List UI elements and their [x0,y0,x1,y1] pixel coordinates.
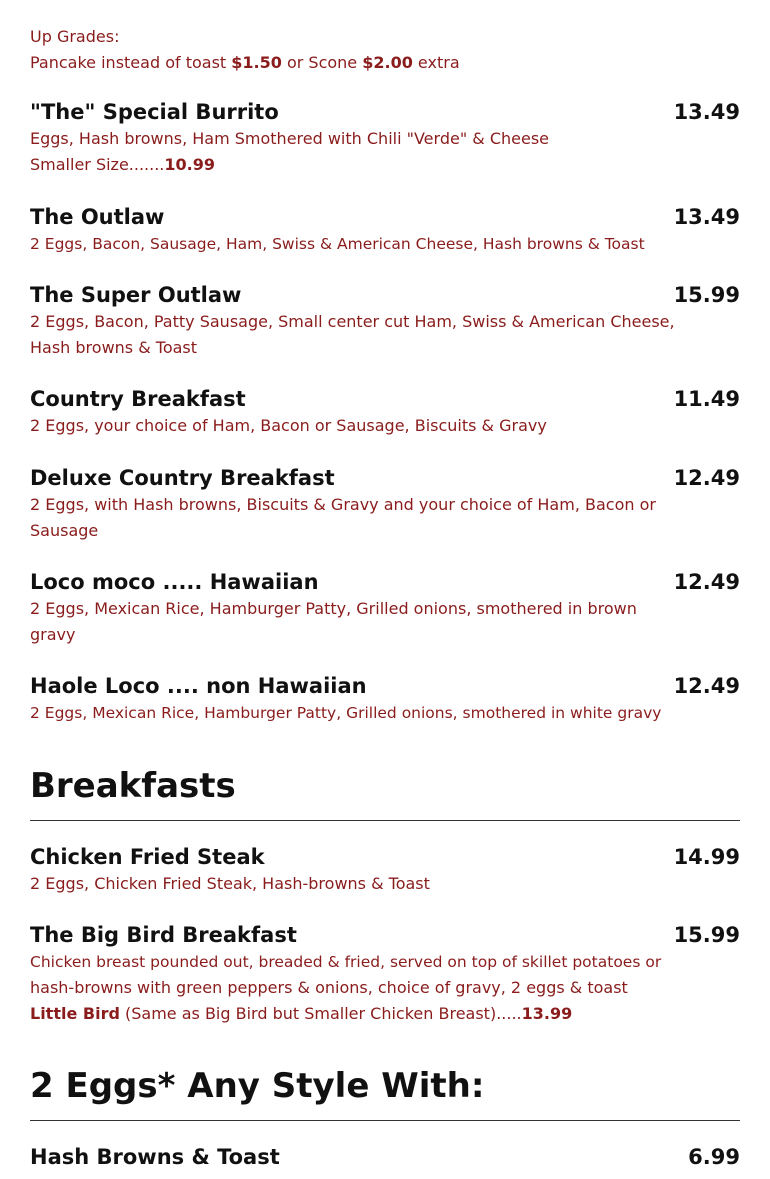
item-name: The Super Outlaw [30,283,242,307]
menu-item [30,921,740,1027]
item-description: 2 Eggs, Bacon, Patty Sausage, Small center cut Ham, Swiss & American Cheese, [30,312,675,331]
menu-item [30,568,740,648]
section-breakfasts [30,766,740,821]
item-price: 6.99 [688,1145,740,1169]
item-description: Chicken breast pounded out, breaded & fried, served on top of skillet potatoes or [30,953,662,971]
item-description: gravy [30,625,76,644]
item-description: 2 Eggs, Mexican Rice, Hamburger Patty, Grilled onions, smothered in brown [30,599,637,618]
item-name: Haole Loco .... non Hawaiian [30,674,367,698]
item-description: Eggs, Hash browns, Ham Smothered with Chili "Verde" & Cheese [30,129,549,148]
upgrades-scone-price: $2.00 [362,53,413,72]
smaller-size-price: 10.99 [164,155,215,174]
menu-item [30,203,740,257]
item-price: 14.99 [673,845,740,869]
item-price: 11.49 [673,387,740,411]
little-bird-price: 13.99 [521,1004,573,1023]
section-two-eggs [30,1066,740,1121]
item-name: Deluxe Country Breakfast [30,466,335,490]
menu-item [30,843,740,897]
item-price: 13.49 [673,100,740,124]
upgrades-text: extra [412,53,460,72]
little-bird-text: (Same as Big Bird but Smaller Chicken Breast)..... [119,1004,522,1023]
upgrades-block [30,24,460,76]
item-name: The Outlaw [30,205,165,229]
smaller-size-line [30,152,740,178]
item-description: Hash browns & Toast [30,338,198,357]
item-name: Country Breakfast [30,387,246,411]
menu-item [30,385,740,439]
item-name: The Big Bird Breakfast [30,923,297,947]
smaller-size-label: Smaller Size....... [30,155,165,174]
item-price: 15.99 [673,923,740,947]
item-description: 2 Eggs, Chicken Fried Steak, Hash-browns & Toast [30,874,430,893]
item-name: "The" Special Burrito [30,100,279,124]
item-price: 15.99 [673,283,740,307]
little-bird-line [30,1001,740,1027]
item-description: 2 Eggs, Bacon, Sausage, Ham, Swiss & American Cheese, Hash browns & Toast [30,235,645,253]
section-title: Breakfasts [30,766,740,821]
item-description: 2 Eggs, your choice of Ham, Bacon or Sausage, Biscuits & Gravy [30,416,547,435]
item-name: Hash Browns & Toast [30,1145,280,1169]
item-name: Chicken Fried Steak [30,845,265,869]
item-price: 12.49 [673,674,740,698]
little-bird-name: Little Bird [30,1004,120,1023]
item-description: 2 Eggs, with Hash browns, Biscuits & Gravy and your choice of Ham, Bacon or [30,495,656,514]
upgrades-text: or Scone [281,53,363,72]
upgrades-label: Up Grades: [30,27,120,46]
menu-item [30,464,740,544]
menu-item [30,98,740,178]
menu-item [30,281,740,361]
item-name: Loco moco ..... Hawaiian [30,570,319,594]
item-price: 12.49 [673,570,740,594]
menu-item [30,672,740,726]
menu-item [30,1143,740,1171]
section-title: 2 Eggs* Any Style With: [30,1066,740,1121]
upgrades-pancake-price: $1.50 [231,53,282,72]
item-description: 2 Eggs, Mexican Rice, Hamburger Patty, Grilled onions, smothered in white gravy [30,704,662,722]
item-description: hash-browns with green peppers & onions, choice of gravy, 2 eggs & toast [30,978,628,997]
item-price: 13.49 [673,205,740,229]
item-description: Sausage [30,521,99,540]
item-price: 12.49 [673,466,740,490]
upgrades-line [30,50,460,76]
upgrades-text: Pancake instead of toast [30,53,232,72]
